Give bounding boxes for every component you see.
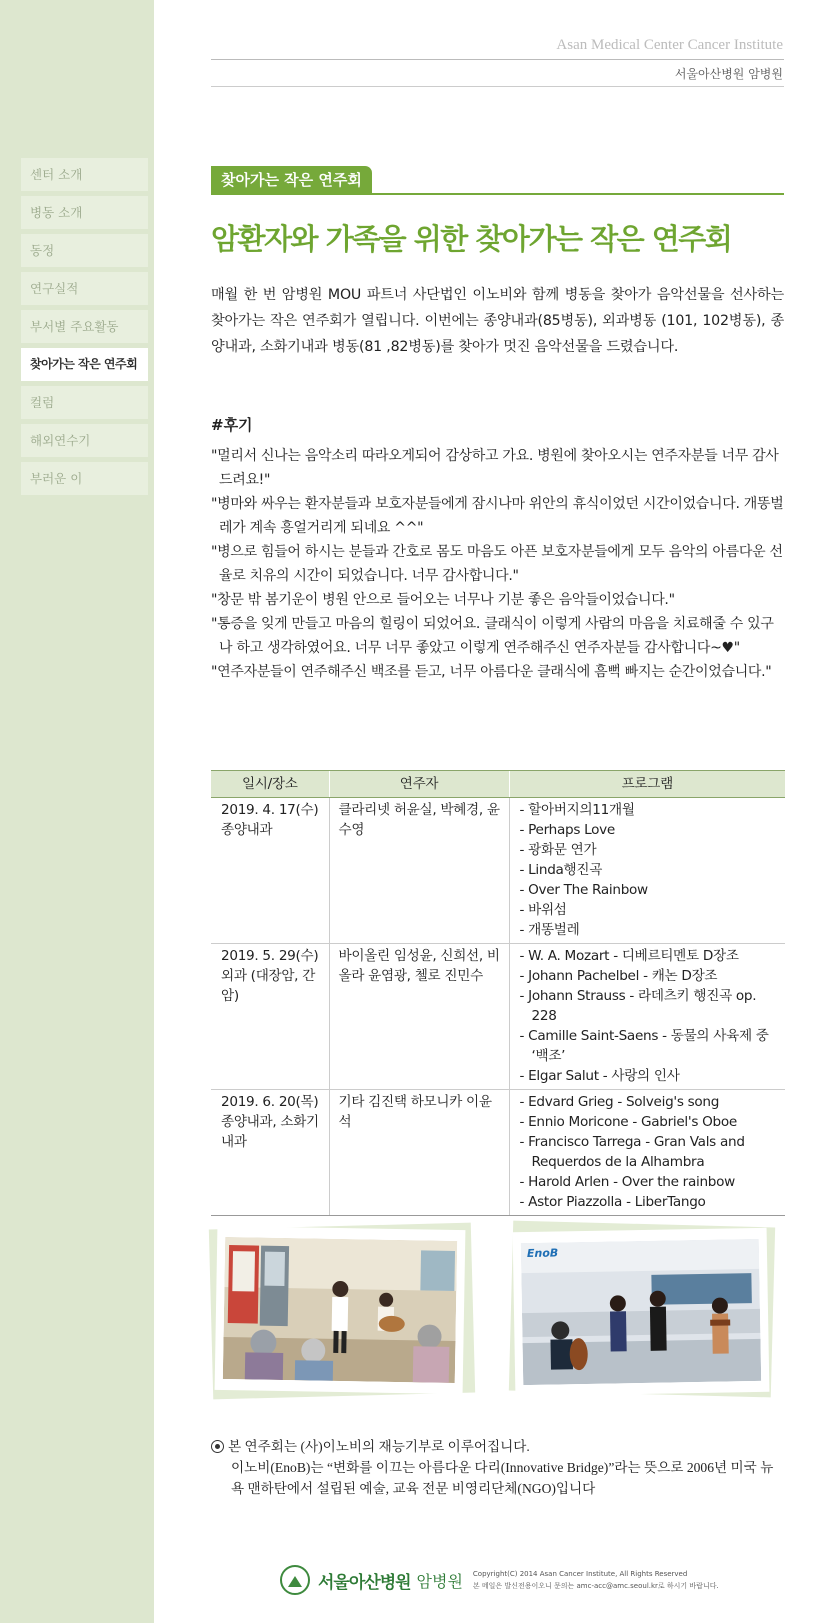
footer xyxy=(280,1565,719,1595)
review-item: "병마와 싸우는 환자분들과 보호자분들에게 잠시나마 위안의 휴식이었던 시간이었습니다. 개똥벌레가 계속 흥얼거리게 되네요 ^^" xyxy=(211,496,784,536)
program-item: - Johann Strauss - 라데츠키 행진곡 op. 228 xyxy=(519,988,757,1024)
note-text: 본 연주회는 (사)이노비의 재능기부로 이루어집니다. xyxy=(228,1439,530,1454)
program-list xyxy=(520,1092,778,1212)
program-item: - Edvard Grieg - Solveig's song xyxy=(519,1094,720,1110)
sidebar xyxy=(0,0,154,1623)
performers-cell: 바이올린 임성윤, 신희선, 비올라 윤염광, 첼로 진민수 xyxy=(329,944,509,1090)
photo-image xyxy=(521,1239,761,1385)
performers-cell: 기타 김진택 하모니카 이윤석 xyxy=(329,1090,509,1216)
sidebar-item-research[interactable]: 연구실적 xyxy=(21,272,148,305)
table-row xyxy=(211,1090,785,1216)
intro-paragraph: 매월 한 번 암병원 MOU 파트너 사단법인 이노비와 함께 병동을 찾아가 음악선물을 선사하는 찾아가는 작은 연주회가 열립니다. 이번에는 종양내과(85병동), 외과병동 (101, 102병동), 종양내과, 소화기내과 병동(81 ,82병동)를 찾아가 멋진 음악선물을 드렸습니다. xyxy=(211,287,784,355)
program-cell xyxy=(509,1090,785,1216)
photo-image xyxy=(223,1237,457,1383)
program-item: - W. A. Mozart - 디베르티멘토 D장조 xyxy=(519,948,739,964)
review-item: "통증을 잊게 만들고 마음의 힐링이 되었어요. 클래식이 이렇게 사람의 마음을 치료해줄 수 있구나 하고 생각하였어요. 너무 너무 좋았고 이렇게 연주해주신 연주자분들 감사합니다~♥" xyxy=(211,616,774,656)
date-place-cell xyxy=(211,1090,329,1216)
table-row xyxy=(211,944,785,1090)
program-cell xyxy=(509,798,785,944)
program-item: - Ennio Moricone - Gabriel's Oboe xyxy=(519,1114,737,1130)
sidebar-item-concert[interactable]: 찾아가는 작은 연주회 xyxy=(21,348,148,381)
sidebar-item-center-intro[interactable]: 센터 소개 xyxy=(21,158,148,191)
performers-cell: 클라리넷 허윤실, 박혜경, 윤수영 xyxy=(329,798,509,944)
enob-logo: EnoB xyxy=(526,1246,559,1260)
program-item: - Linda행진곡 xyxy=(519,862,603,878)
program-item: - Camille Saint-Saens - 동물의 사육제 중 ‘백조’ xyxy=(519,1028,769,1064)
program-cell xyxy=(509,944,785,1090)
page-title: 암환자와 가족을 위한 찾아가는 작은 연주회 xyxy=(211,222,732,256)
review-item: "연주자분들이 연주해주신 백조를 듣고, 너무 아름다운 클래식에 흠뻑 빠지는 순간이었습니다." xyxy=(211,664,772,680)
section-divider xyxy=(211,193,784,195)
note xyxy=(211,1436,786,1499)
program-list xyxy=(520,800,778,940)
sidebar-item-overseas-training[interactable]: 해외연수기 xyxy=(21,424,148,457)
program-item: - Harold Arlen - Over the rainbow xyxy=(519,1174,735,1190)
header-institute-ko: 서울아산병원 암병원 xyxy=(674,67,783,81)
sidebar-item-news[interactable]: 동정 xyxy=(21,234,148,267)
concert-place: 외과 (대장암, 간암) xyxy=(221,968,316,1004)
photo-illustration xyxy=(521,1239,761,1385)
photo-illustration xyxy=(223,1237,457,1383)
column-header-program: 프로그램 xyxy=(509,771,785,798)
program-item: - Over The Rainbow xyxy=(519,882,648,898)
note-line xyxy=(211,1436,786,1457)
column-header-performers: 연주자 xyxy=(329,771,509,798)
review-item: "병으로 힘들어 하시는 분들과 간호로 몸도 마음도 아픈 보호자분들에게 모두 음악의 아름다운 선율로 치유의 시간이 되었습니다. 너무 감사합니다." xyxy=(211,544,783,584)
table-row xyxy=(211,798,785,944)
header-divider xyxy=(211,86,784,87)
header-divider xyxy=(211,59,784,60)
concert-date: 2019. 4. 17(수) xyxy=(221,802,319,818)
concert-date: 2019. 5. 29(수) xyxy=(221,948,319,964)
note-line: 이노비(EnoB)는 “변화를 이끄는 아름다운 다리(Innovative Bridge)”라는 뜻으로 2006년 미국 뉴욕 맨하탄에서 설립된 예술, 교육 전문 비영리단체(NGO)입니다 xyxy=(231,1460,774,1496)
concert-photo-strings xyxy=(513,1228,770,1396)
date-place-cell xyxy=(211,798,329,944)
program-item: - 할아버지의11개월 xyxy=(519,802,635,818)
review-heading: #후기 xyxy=(211,416,253,434)
footer-cancer-center: 암병원 xyxy=(416,1571,463,1591)
review-item: "창문 밖 봄기운이 병원 안으로 들어오는 너무나 기분 좋은 음악들이었습니다." xyxy=(211,592,675,608)
footer-hospital-name: 서울아산병원 xyxy=(318,1572,411,1593)
hospital-logo-icon xyxy=(280,1565,310,1595)
program-item: - Elgar Salut - 사랑의 인사 xyxy=(519,1068,680,1084)
target-bullet-icon xyxy=(211,1440,224,1453)
schedule-table xyxy=(211,770,785,1216)
mail-notice: 본 메일은 발신전용이오니 문의는 amc-acc@amc.seoul.kr로 하시기 바랍니다. xyxy=(472,1582,719,1590)
sidebar-item-column[interactable]: 컬럼 xyxy=(21,386,148,419)
table-header-row xyxy=(211,771,785,798)
program-item: - Johann Pachelbel - 캐논 D장조 xyxy=(519,968,718,984)
footer-copyright xyxy=(473,1568,719,1592)
concert-date: 2019. 6. 20(목) xyxy=(221,1094,319,1110)
header-institute-en: Asan Medical Center Cancer Institute xyxy=(556,37,783,53)
sidebar-item-department-activities[interactable]: 부서별 주요활동 xyxy=(21,310,148,343)
concert-place: 종양내과 xyxy=(221,822,273,838)
section-tag: 찾아가는 작은 연주회 xyxy=(211,166,372,194)
program-item: - 개똥벌레 xyxy=(519,922,580,938)
concert-photo-guitar xyxy=(215,1226,466,1394)
date-place-cell xyxy=(211,944,329,1090)
review-item: "멀리서 신나는 음악소리 따라오게되어 감상하고 가요. 병원에 찾아오시는 연주자분들 너무 감사드려요!" xyxy=(211,448,779,488)
program-item: - Francisco Tarrega - Gran Vals and Requerdos de la Alhambra xyxy=(519,1134,745,1170)
program-list xyxy=(520,946,778,1086)
copyright-text: Copyright(C) 2014 Asan Cancer Institute, All Rights Reserved xyxy=(472,1570,688,1578)
program-item: - 바위섬 xyxy=(519,902,567,918)
review-list xyxy=(211,444,786,684)
program-item: - 광화문 연가 xyxy=(519,842,597,858)
concert-place: 종양내과, 소화기내과 xyxy=(221,1114,319,1150)
column-header-date-place: 일시/장소 xyxy=(211,771,329,798)
sidebar-item-envy[interactable]: 부러운 이 xyxy=(21,462,148,495)
program-item: - Perhaps Love xyxy=(519,822,615,838)
sidebar-item-ward-intro[interactable]: 병동 소개 xyxy=(21,196,148,229)
program-item: - Astor Piazzolla - LiberTango xyxy=(519,1194,706,1210)
